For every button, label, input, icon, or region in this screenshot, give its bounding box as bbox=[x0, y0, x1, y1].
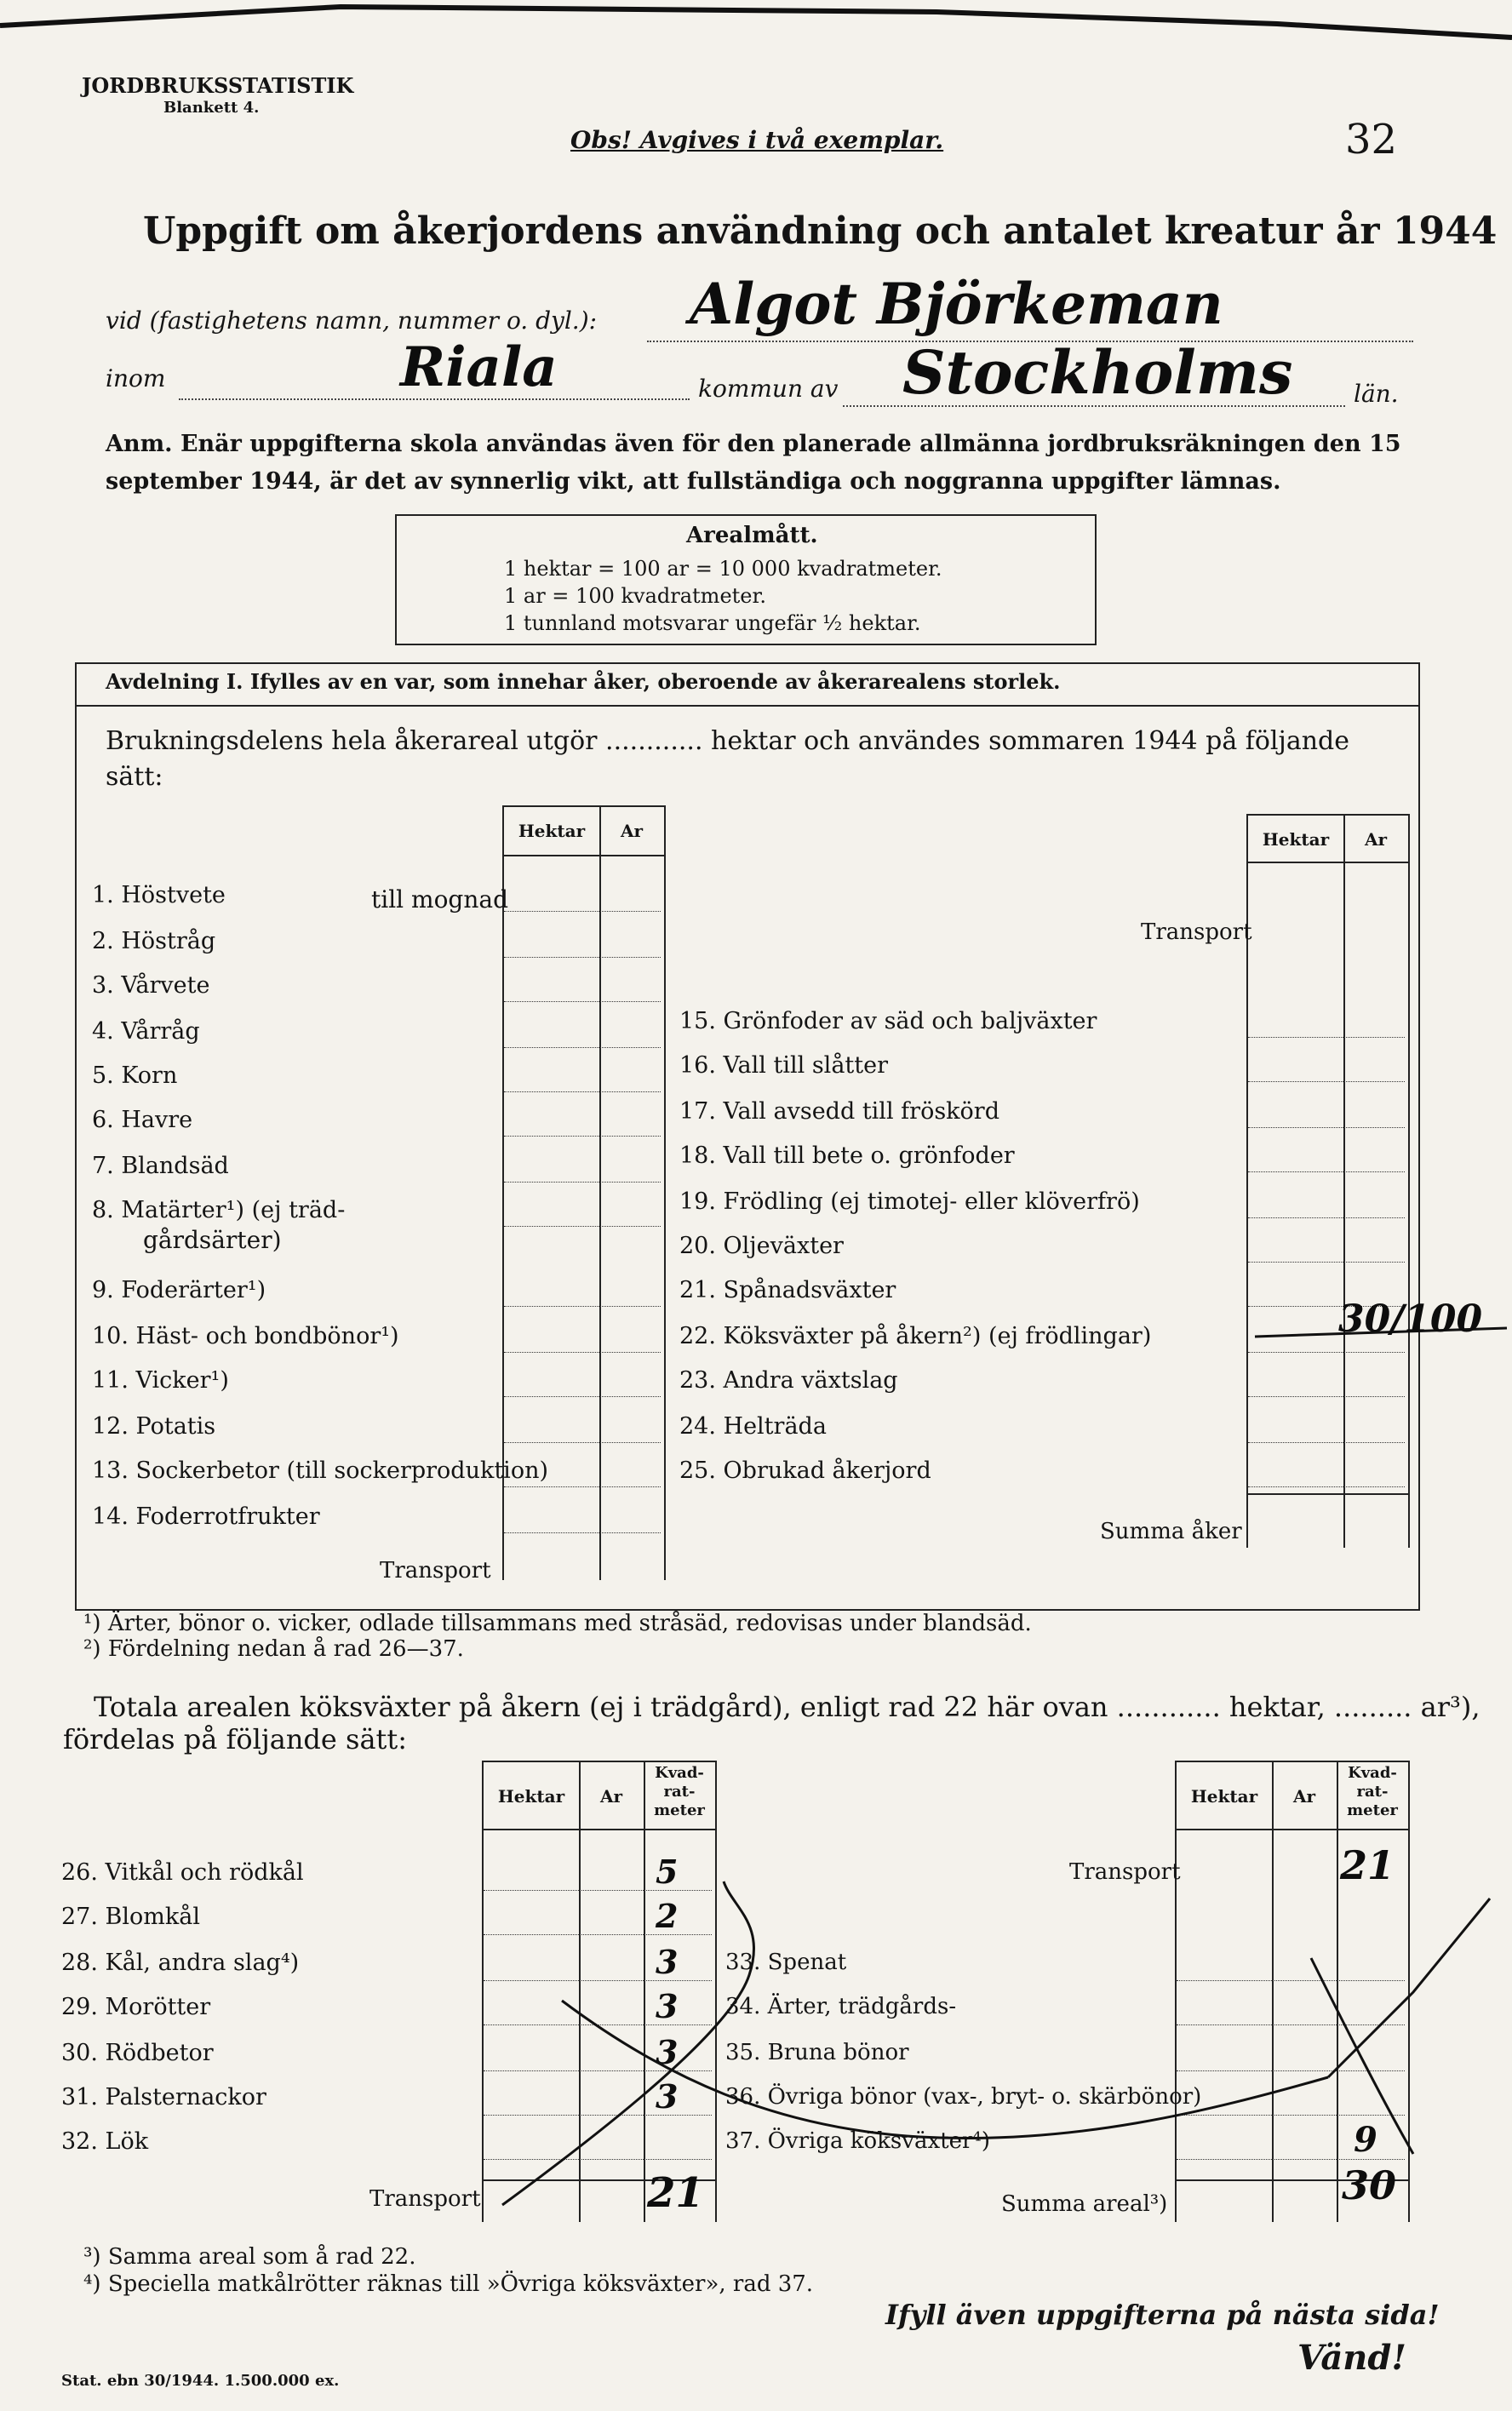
s1-right-cell-line-24[interactable] bbox=[1248, 1442, 1405, 1443]
s2-left-row-32: 32. Lök bbox=[61, 2128, 149, 2155]
section1-title: Avdelning I. Ifylles av en var, som innehar åker, oberoende av åkerarealens storlek. bbox=[106, 669, 1061, 694]
page-number: 32 bbox=[1345, 116, 1398, 163]
turn-page-note: Vänd! bbox=[1297, 2338, 1406, 2378]
s1-right-cell-line-15[interactable] bbox=[1248, 1037, 1405, 1038]
s2-left-value-31[interactable]: 3 bbox=[656, 2077, 679, 2116]
s2-right-hektar-header: Hektar bbox=[1190, 1786, 1258, 1807]
section2-intro-2: fördelas på följande sätt: bbox=[63, 1723, 408, 1755]
s1-mognad: till mognad bbox=[371, 885, 508, 913]
kommun-label: kommun av bbox=[698, 375, 839, 403]
s1-right-row-21: 21. Spånadsväxter bbox=[679, 1277, 896, 1303]
footnote-2b: ⁴) Speciella matkålrötter räknas till »Övriga köksväxter», rad 37. bbox=[83, 2271, 814, 2297]
s1-right-hektar-header: Hektar bbox=[1262, 829, 1330, 850]
s1-right-row-24: 24. Helträda bbox=[679, 1413, 827, 1440]
areal-title: Arealmått. bbox=[686, 523, 818, 548]
footnote-2a: ³) Samma areal som å rad 22. bbox=[83, 2244, 416, 2270]
s2-left-transport-value[interactable]: 21 bbox=[647, 2169, 704, 2217]
s2-cross-strokes bbox=[477, 1856, 1512, 2222]
s1-left-row-10: 10. Häst- och bondbönor¹) bbox=[92, 1323, 399, 1349]
s2-summa-value[interactable]: 30 bbox=[1342, 2162, 1397, 2208]
s1-left-cell-line-14[interactable] bbox=[504, 1532, 661, 1533]
s1-left-cell-line-12[interactable] bbox=[504, 1442, 661, 1443]
s1-left-row-6: 6. Havre bbox=[92, 1107, 193, 1133]
fill-next-page-note: Ifyll även uppgifterna på nästa sida! bbox=[885, 2299, 1440, 2331]
s1-left-cell-line-8[interactable] bbox=[504, 1226, 661, 1227]
s1-right-row-25: 25. Obrukad åkerjord bbox=[679, 1457, 931, 1484]
vid-value[interactable]: Algot Björkeman bbox=[690, 271, 1223, 337]
s1-left-cell-line-13[interactable] bbox=[504, 1486, 661, 1487]
s2-left-value-30[interactable]: 3 bbox=[656, 2033, 679, 2071]
s1-row8-cont: gårdsärter) bbox=[143, 1226, 282, 1254]
s1-left-cell-line-11[interactable] bbox=[504, 1396, 661, 1397]
lan-label: län. bbox=[1354, 380, 1399, 408]
s2-right-transport: Transport bbox=[1069, 1859, 1181, 1885]
s1-left-row-5: 5. Korn bbox=[92, 1062, 178, 1089]
s1-left-row-3: 3. Vårvete bbox=[92, 972, 210, 999]
s1-right-row-22: 22. Köksväxter på åkern²) (ej frödlingar) bbox=[679, 1323, 1152, 1349]
s1-left-ar-header: Ar bbox=[620, 821, 644, 841]
s2-left-value-27[interactable]: 2 bbox=[656, 1897, 679, 1935]
s1-left-cell-line-5[interactable] bbox=[504, 1091, 661, 1092]
areal-box bbox=[395, 514, 1097, 645]
areal-line-1: 1 hektar = 100 ar = 10 000 kvadratmeter. bbox=[504, 557, 942, 581]
section1-divider bbox=[77, 705, 1418, 707]
section2-intro-1: Totala arealen köksväxter på åkern (ej i trädgård), enligt rad 22 här ovan ............ hektar, ......... ar³), bbox=[94, 1691, 1480, 1723]
s2-left-value-29[interactable]: 3 bbox=[656, 1987, 679, 2025]
s1-right-cell-line-18[interactable] bbox=[1248, 1171, 1405, 1172]
s1-left-row-9: 9. Foderärter¹) bbox=[92, 1277, 266, 1303]
s2-right-ar-header: Ar bbox=[1292, 1786, 1316, 1807]
s1-left-cell-line-4[interactable] bbox=[504, 1047, 661, 1048]
s1-left-cell-line-7[interactable] bbox=[504, 1182, 661, 1183]
s2-right-row-35: 35. Bruna bönor bbox=[725, 2040, 909, 2065]
s1-right-row-18: 18. Vall till bete o. grönfoder bbox=[679, 1143, 1015, 1169]
s2-left-row-30: 30. Rödbetor bbox=[61, 2040, 214, 2066]
page-heading: Uppgift om åkerjordens användning och antalet kreatur år 1944 bbox=[143, 209, 1498, 253]
s1-right-row-19: 19. Frödling (ej timotej- eller klöverfrö) bbox=[679, 1188, 1140, 1215]
s1-left-hektar-header: Hektar bbox=[518, 821, 586, 841]
note-text: Anm. Enär uppgifterna skola användas även för den planerade allmänna jordbruksräkningen den 15 september 1944, är det av synnerlig vikt, att fullständiga och noggranna uppgifter lämnas. bbox=[106, 431, 1401, 495]
print-info: Stat. ebn 30/1944. 1.500.000 ex. bbox=[61, 2372, 340, 2390]
s1-left-cell-line-2[interactable] bbox=[504, 957, 661, 958]
s1-right-row-23: 23. Andra växtslag bbox=[679, 1367, 898, 1394]
s1-left-row-11: 11. Vicker¹) bbox=[92, 1367, 229, 1394]
section1-intro: Brukningsdelens hela åkerareal utgör ............ hektar och användes sommaren 1944 på följande sätt: bbox=[106, 726, 1349, 792]
s1-left-transport: Transport bbox=[380, 1558, 491, 1583]
s1-right-cell-line-25[interactable] bbox=[1248, 1486, 1405, 1487]
s1-summa: Summa åker bbox=[1100, 1519, 1242, 1544]
s1-left-cell-line-9[interactable] bbox=[504, 1306, 661, 1307]
s1-left-row-4: 4. Vårråg bbox=[92, 1018, 200, 1045]
s2-left-value-26[interactable]: 5 bbox=[656, 1853, 679, 1891]
form-number: Blankett 4. bbox=[163, 99, 260, 117]
s2-row37-value[interactable]: 9 bbox=[1354, 2120, 1377, 2160]
notice-text: Obs! Avgives i två exemplar. bbox=[570, 126, 944, 154]
s1-left-cell-line-10[interactable] bbox=[504, 1352, 661, 1353]
s1-left-row-14: 14. Foderrotfrukter bbox=[92, 1503, 320, 1530]
s2-right-row-33: 33. Spenat bbox=[725, 1950, 847, 1975]
s1-left-row-1: 1. Höstvete bbox=[92, 882, 226, 908]
top-edge-stroke bbox=[0, 0, 1512, 51]
s2-left-ar-header: Ar bbox=[599, 1786, 623, 1807]
inom-label: inom bbox=[106, 364, 166, 392]
s2-left-row-28: 28. Kål, andra slag⁴) bbox=[61, 1950, 300, 1976]
s1-right-cell-line-23[interactable] bbox=[1248, 1396, 1405, 1397]
s1-left-row-7: 7. Blandsäd bbox=[92, 1153, 229, 1179]
s2-left-row-27: 27. Blomkål bbox=[61, 1904, 200, 1930]
s1-right-ar-header: Ar bbox=[1364, 829, 1388, 850]
s1-right-cell-line-19[interactable] bbox=[1248, 1217, 1405, 1218]
s1-left-row-13: 13. Sockerbetor (till sockerproduktion) bbox=[92, 1457, 548, 1484]
s1-right-cell-line-16[interactable] bbox=[1248, 1081, 1405, 1082]
s1-right-cell-line-17[interactable] bbox=[1248, 1127, 1405, 1128]
s2-left-kvm-header: Kvad- rat- meter bbox=[654, 1764, 705, 1819]
s1-right-cell-line-20[interactable] bbox=[1248, 1262, 1405, 1263]
inom-value[interactable]: Riala bbox=[400, 335, 558, 399]
s1-left-cell-line-3[interactable] bbox=[504, 1001, 661, 1002]
s2-summa: Summa areal³) bbox=[1001, 2191, 1168, 2217]
areal-line-3: 1 tunnland motsvarar ungefär ½ hektar. bbox=[504, 611, 921, 635]
s2-right-row-34: 34. Ärter, trädgårds- bbox=[725, 1994, 957, 2019]
lan-value[interactable]: Stockholms bbox=[902, 337, 1293, 408]
row22-value[interactable]: 30/100 bbox=[1338, 1297, 1483, 1341]
s2-right-transport-value[interactable]: 21 bbox=[1340, 1842, 1395, 1888]
s2-right-kvm-header: Kvad- rat- meter bbox=[1347, 1764, 1398, 1819]
s1-right-row-16: 16. Vall till slåtter bbox=[679, 1052, 889, 1079]
s1-left-cell-line-1[interactable] bbox=[504, 911, 661, 912]
s1-left-row-2: 2. Höstråg bbox=[92, 928, 216, 954]
form-series-title: JORDBRUKSSTATISTIK bbox=[82, 73, 354, 98]
s2-left-hektar-header: Hektar bbox=[497, 1786, 565, 1807]
s1-right-row-15: 15. Grönfoder av säd och baljväxter bbox=[679, 1008, 1097, 1034]
s2-left-value-28[interactable]: 3 bbox=[656, 1943, 679, 1981]
s2-left-row-29: 29. Morötter bbox=[61, 1994, 211, 2020]
s1-right-row-17: 17. Vall avsedd till fröskörd bbox=[679, 1098, 999, 1125]
s2-left-row-26: 26. Vitkål och rödkål bbox=[61, 1859, 304, 1886]
s2-right-row-37: 37. Övriga köksväxter⁴) bbox=[725, 2128, 990, 2154]
areal-line-2: 1 ar = 100 kvadratmeter. bbox=[504, 584, 766, 608]
s2-left-transport: Transport bbox=[369, 2186, 481, 2212]
s2-right-row-36: 36. Övriga bönor (vax-, bryt- o. skärbönor) bbox=[725, 2084, 1202, 2110]
s1-right-transport: Transport bbox=[1141, 919, 1252, 945]
s2-left-row-31: 31. Palsternackor bbox=[61, 2084, 266, 2110]
s1-left-row-8: 8. Matärter¹) (ej träd- bbox=[92, 1197, 346, 1223]
s1-left-cell-line-6[interactable] bbox=[504, 1136, 661, 1137]
s1-right-row-20: 20. Oljeväxter bbox=[679, 1233, 844, 1259]
footnote-1a: ¹) Ärter, bönor o. vicker, odlade tillsammans med stråsäd, redovisas under blandsäd. bbox=[83, 1611, 1032, 1636]
s1-left-row-12: 12. Potatis bbox=[92, 1413, 216, 1440]
s1-right-table bbox=[1246, 814, 1410, 1548]
footnote-1b: ²) Fördelning nedan å rad 26—37. bbox=[83, 1636, 464, 1662]
vid-label: vid (fastighetens namn, nummer o. dyl.): bbox=[106, 306, 598, 335]
